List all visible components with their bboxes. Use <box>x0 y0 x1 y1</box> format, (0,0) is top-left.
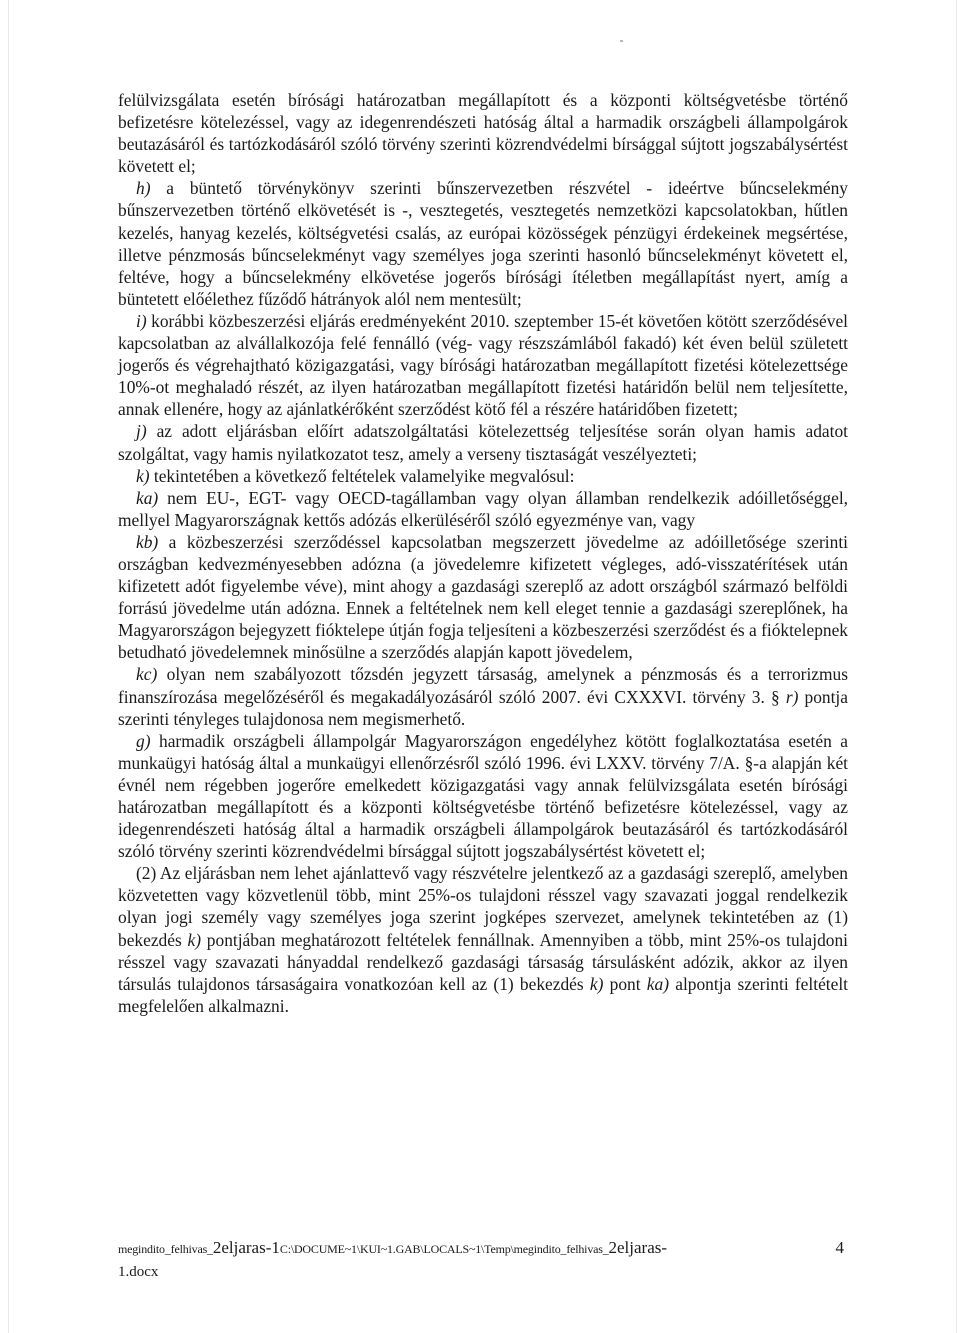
paragraph-2: (2) Az eljárásban nem lehet ajánlattevő vagy részvételre jelentkező az a gazdasági szereplő, amelyben közvetetten vagy közvetlenül több, mint 25%-os tulajdoni résszel vagy szavazati joggal rendelkezik olyan jogi személy vagy személyes joga szerint jogképes szervezet, amelynek tekintetében az (1) bekezdés k) pontjában meghatározott feltételek fennállnak. Amennyiben a több, mint 25%-os tulajdoni résszel vagy szavazati hányaddal rendelkező gazdasági társaság társulásként adózik, akkor az ilyen társulás tulajdonos társaságaira vonatkozóan kell az (1) bekezdés k) pont ka) alpontja szerinti feltételt megfelelően alkalmazni. <box>118 863 849 1016</box>
paragraph-k: k) tekintetében a következő feltételek valamelyike megvalósul: <box>136 465 575 486</box>
document-body <box>118 89 848 1017</box>
list-marker: g) <box>136 730 151 751</box>
list-marker: k) <box>136 465 150 486</box>
list-marker: j) <box>136 421 147 442</box>
list-marker: ka) <box>136 487 159 508</box>
inline-marker: k) <box>589 973 604 994</box>
paragraph-kb: kb) a közbeszerzési szerződéssel kapcsolatban megszerzett jövedelme az adóilletősége szerinti országban kedvezményesebben adózna (a jövedelemre kifizetett végleges, adó-visszatérítések után kifizetett adót figyelembe véve), mint ahogy a gazdasági szereplő az adott országból származó belföldi forrású jövedelme után adózna. Ennek a feltételnek nem kell eleget tennie a gazdasági szereplőnek, ha Magyarországon bejegyzett fióktelepe útján fogja teljesíteni a közbeszerzési szerződést és a fióktelepnek betudható jövedelemnek minősülne a szerződés alapján kapott jövedelem, <box>118 531 848 663</box>
inline-marker: ka) <box>646 973 669 994</box>
paragraph-g: g) harmadik országbeli állampolgár Magyarországon engedélyhez kötött foglalkoztatása esetén a munkaügyi hatóság által a munkaügyi ellenőrzésről szóló 1996. évi LXXV. törvény 7/A. §-a alapján két évnél nem régebben jogerőre emelkedett közigazgatási vagy annak felülvizsgálata esetén bírósági határozatban megállapított és a központi költségvetésbe történő befizetésre kötelezéssel, vagy az idegenrendészeti hatóság által a harmadik országbeli állampolgárok beutazásáról és tartózkodásáról szóló törvény szerinti közrendvédelmi bírsággal sújtott jogszabálysértést követett el; <box>118 730 848 862</box>
paragraph-kc: kc) olyan nem szabályozott tőzsdén jegyzett társaság, amelynek a pénzmosás és a terrorizmus finanszírozása megelőzéséről és megakadályozásáról szóló 2007. évi CXXXVI. törvény 3. § r) pontja szerinti tényleges tulajdonosa nem megismerhető. <box>118 664 848 729</box>
footer-file-path: megindito_felhivas_2eljaras-1C:\DOCUME~1\KUI~1.GAB\LOCALS~1\Temp\megindito_felhivas_2eljaras- <box>118 1238 668 1257</box>
inline-marker: k) <box>187 929 202 950</box>
list-marker: kb) <box>136 531 159 552</box>
paragraph-h: h) a büntető törvénykönyv szerinti bűnszervezetben részvétel - ideértve bűncselekmény bűnszervezetben történő elkövetését is -, vesztegetés, vesztegetés nemzetközi kapcsolatokban, hűtlen kezelés, hanyag kezelés, költségvetési csalás, az európai közösségek pénzügyi érdekeinek megsértése, illetve pénzmosás bűncselekményt vagy személyes joga szerinti hasonló bűncselekményt követett el, feltéve, hogy a bűncselekmény elkövetése jogerős bírósági ítéletben megállapítást nyert, amíg a büntetett előélethez fűződő hátrányok alól nem mentesült; <box>118 178 848 309</box>
inline-marker: r) <box>785 686 799 707</box>
page-footer <box>118 1236 848 1284</box>
footer-file-ext: 1.docx <box>118 1264 159 1280</box>
paragraph-j: j) az adott eljárásban előírt adatszolgáltatási kötelezettség teljesítése során olyan hamis adatot szolgáltat, vagy hamis nyilatkozatot tesz, amely a verseny tisztaságát veszélyezteti; <box>118 421 848 464</box>
paragraph-ka: ka) nem EU-, EGT- vagy OECD-tagállamban vagy olyan államban rendelkezik adóilletőséggel, mellyel Magyarországnak kettős adózás elkerüléséről szóló egyezménye van, vagy <box>118 487 848 530</box>
list-marker: kc) <box>136 664 158 685</box>
paragraph-i: i) korábbi közbeszerzési eljárás eredményeként 2010. szeptember 15-ét követően kötött szerződésével kapcsolatban az alvállalkozója felé fennálló (vég- vagy részszámlából fakadó) két éven belül született jogerős és végrehajtható közigazgatási, vagy bírósági határozatban megállapított fizetési kötelezettsége 10%-ot meghaladó részét, az ilyen határozatban megállapított fizetési határidőn belül nem teljesítette, annak ellenére, hogy az ajánlatkérőként szerződést kötő fél a részére határidőben fizetett; <box>118 310 848 420</box>
scan-edge-right <box>956 0 957 1333</box>
scan-edge-left <box>8 0 9 1333</box>
list-marker: h) <box>136 178 151 199</box>
scan-speck <box>620 40 623 42</box>
page-number: 4 <box>835 1238 844 1257</box>
list-marker: i) <box>136 310 147 331</box>
paragraph-continuation: felülvizsgálata esetén bírósági határozatban megállapított és a központi költségvetésbe történő befizetésre kötelezéssel, vagy az idegenrendészeti hatóság által a harmadik országbeli állampolgárok beutazásáról és tartózkodásáról szóló törvény szerinti közrendvédelmi bírsággal sújtott jogszabálysértést követett el; <box>118 90 848 177</box>
